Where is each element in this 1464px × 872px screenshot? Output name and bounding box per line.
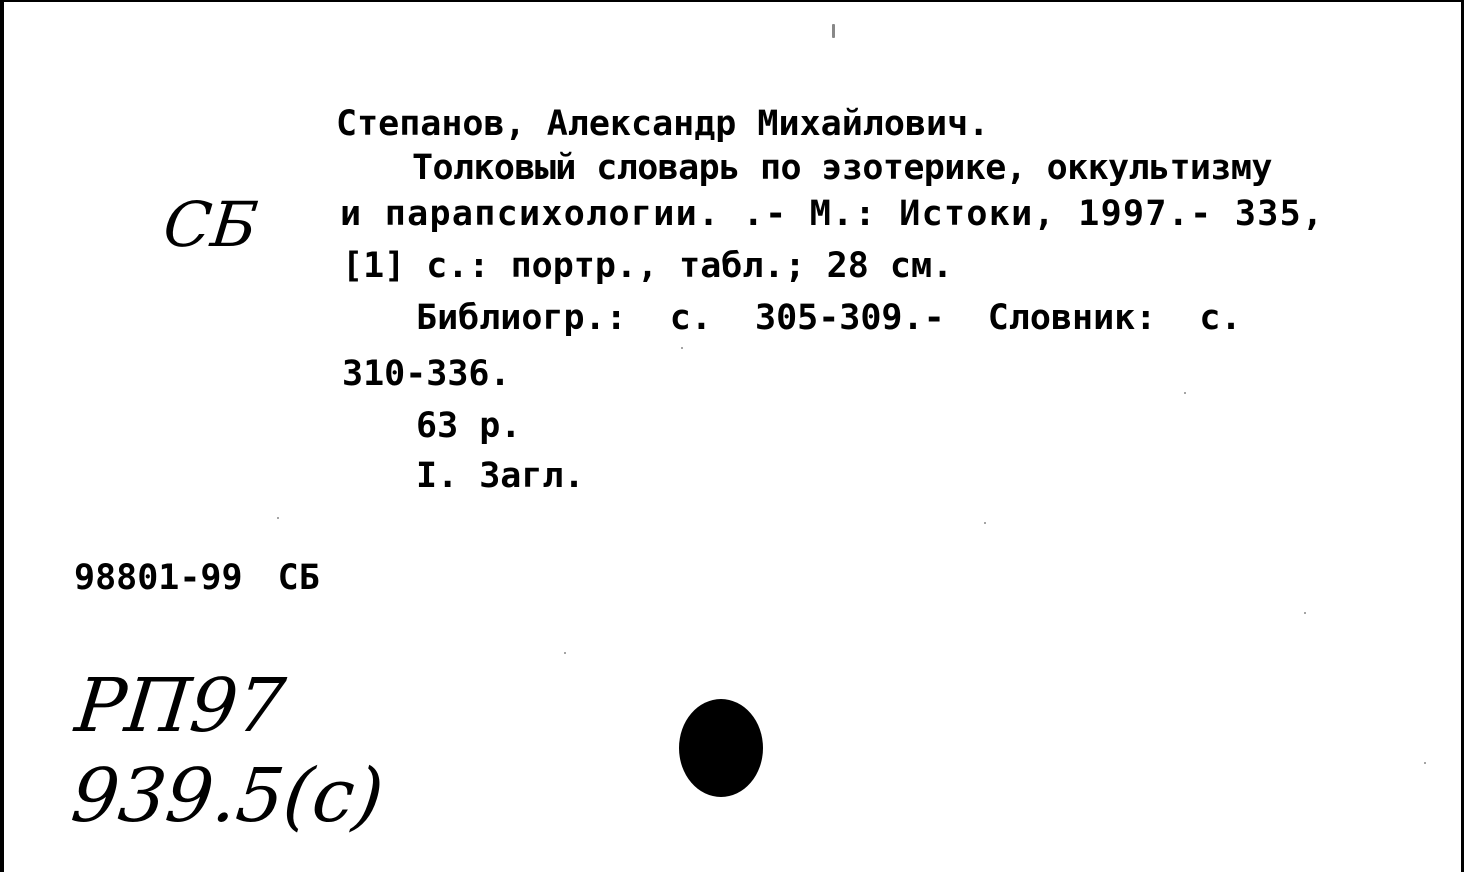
added-entry-line: I. Загл. (416, 456, 585, 496)
bibliography-note-line-2: 310-336. (342, 354, 511, 394)
scan-speck (1184, 392, 1186, 394)
scan-speck (984, 522, 986, 524)
accession-number: 98801-99 СБ (74, 558, 320, 598)
handwritten-margin-mark: СБ (160, 188, 261, 261)
physical-description-line: [1] с.: портр., табл.; 28 см. (342, 246, 954, 286)
scan-speck (1304, 612, 1306, 614)
author-heading: Степанов, Александр Михайлович. (336, 104, 990, 144)
bibliography-note-line-1: Библиогр.: с. 305-309.- Словник: с. (416, 298, 1242, 338)
scan-speck (681, 347, 683, 349)
scan-speck (564, 652, 566, 654)
scan-speck (277, 517, 279, 519)
punch-hole (679, 699, 763, 797)
handwritten-shelf-code: 939.5(с) (67, 753, 388, 839)
scan-speck (832, 24, 835, 38)
handwritten-class-code: РП97 (71, 663, 290, 749)
title-line-2: и парапсихологии. .- М.: Истоки, 1997.- 335, (340, 194, 1325, 234)
title-line-1: Толковый словарь по эзотерике, оккультизму (412, 148, 1272, 188)
price-line: 63 р. (416, 406, 522, 446)
scan-speck (1424, 762, 1426, 764)
